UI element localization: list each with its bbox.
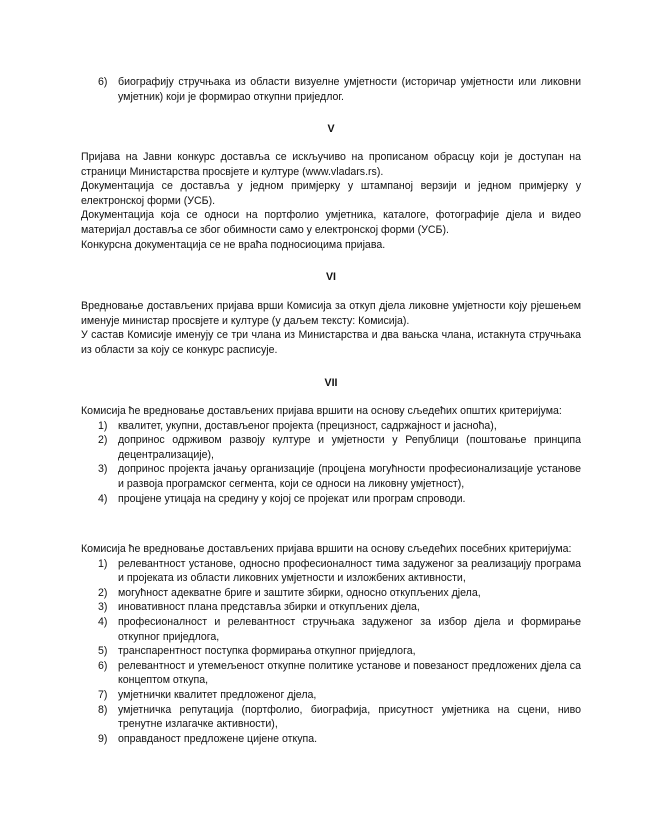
list-item-text: умјетничка репутација (портфолио, биографија, присутност умјетника на сцени, ниво тренутне излагачке активности), xyxy=(118,703,581,731)
list-item xyxy=(81,659,581,688)
list-item xyxy=(81,75,581,104)
list-item xyxy=(81,615,581,644)
list-item xyxy=(81,586,581,601)
list-item-number: 1) xyxy=(98,419,108,432)
list-item xyxy=(81,732,581,747)
list-item-number: 6) xyxy=(98,76,108,88)
general-criteria-block xyxy=(81,404,581,506)
list-item xyxy=(81,419,581,434)
list-item xyxy=(81,644,581,659)
paragraph: Вредновање достављених пријава врши Комисија за откуп дјела ликовне умјетности коју рјешењем именује министар просвјете и културе (у даљем тексту: Комисија). xyxy=(81,300,581,327)
list-item-number: 4) xyxy=(98,492,108,505)
list-item xyxy=(81,703,581,732)
list-item-number: 3) xyxy=(98,601,108,614)
list-item-text: релевантност и утемељеност откупне политике установе и повезаност предложених дјела са концептом откупа, xyxy=(118,659,581,687)
list-item-text: допринос одрживом развоју културе и умјетности у Републици (поштовање принципа децентрализације), xyxy=(118,434,581,461)
list-item-text: оправданост предложене цијене откупа. xyxy=(118,732,318,745)
list-item-text: иновативност плана представља збирки и откупљених дјела, xyxy=(118,601,420,614)
section-heading-vii: VII xyxy=(324,377,338,389)
paragraph: Документација која се односи на портфолио умјетника, каталоге, фотографије дјела и видео материјал доставља се због обимности само у електронској форми (УСБ). xyxy=(81,209,581,236)
list-item-number: 6) xyxy=(98,659,108,672)
paragraph: Пријава на Јавни конкурс доставља се искључиво на прописаном обрасцу који је доступан на страници Министарства просвјете и културе (www.vladars.rs). xyxy=(81,151,581,178)
section-heading-vi: VI xyxy=(325,271,336,283)
list-item-text: умјетнички квалитет предложеног дјела, xyxy=(118,688,317,701)
list-item-text: допринос пројекта јачању организације (процјена могућности професионализације установе и развоја програмског сегмента, који се односи на ликовну умјетност), xyxy=(118,463,581,490)
list-item-text: квалитет, укупни, достављеног пројекта (прецизност, садржајност и јасноћа), xyxy=(118,419,497,432)
list-item-text: биографију стручњака из области визуелне умјетности (историчар умјетности или ликовни умјетник) који је формирао откупни приједлог. xyxy=(118,76,581,103)
top-list xyxy=(81,75,581,104)
list-item-text: могућност адекватне бриге и заштите збирки, односно откупљених дјела, xyxy=(118,586,481,599)
list-item xyxy=(81,600,581,615)
list-item-text: релевантност установе, односно професионалност тима задуженог за реализацију програма и пројеката из области ликовних умјетности и изложбених активности, xyxy=(118,557,581,585)
list-item-number: 4) xyxy=(98,615,108,628)
general-criteria-list xyxy=(81,419,581,507)
list-item-number: 2) xyxy=(98,586,108,599)
paragraph: Документација се доставља у једном примјерку у штампаној верзији и једном примјерку у електронској форми (УСБ). xyxy=(81,180,581,207)
special-criteria-list xyxy=(81,557,581,747)
special-criteria-intro: Комисија ће вредновање достављених пријава вршити на основу сљедећих посебних критеријума: xyxy=(81,543,572,555)
special-criteria-block xyxy=(81,542,581,746)
list-item-number: 2) xyxy=(98,434,108,447)
list-item xyxy=(81,433,581,462)
list-item xyxy=(81,557,581,586)
list-item-number: 9) xyxy=(98,732,108,745)
section-vi-body xyxy=(81,299,581,357)
section-v-body xyxy=(81,150,581,252)
list-item-number: 7) xyxy=(98,688,108,701)
list-item-number: 8) xyxy=(98,703,108,716)
general-criteria-intro: Комисија ће вредновање достављених пријава вршити на основу сљедећих општих критеријума: xyxy=(81,405,562,417)
list-item xyxy=(81,492,581,507)
paragraph: Конкурсна документација се не враћа подносиоцима пријава. xyxy=(81,238,386,251)
list-item xyxy=(81,688,581,703)
list-item-text: процјене утицаја на средину у којој се пројекат или програм спроводи. xyxy=(118,492,466,505)
section-heading-v: V xyxy=(327,123,335,135)
paragraph: У састав Комисије именују се три члана из Министарства и два вањска члана, истакнута стручњака из области за коју се конкурс расписује. xyxy=(81,329,581,356)
list-item-number: 5) xyxy=(98,645,108,658)
list-item-text: професионалност и релевантност стручњака задуженог за избор дјела и формирање откупног приједлога, xyxy=(118,615,581,643)
list-item-number: 1) xyxy=(98,557,108,570)
list-item-number: 3) xyxy=(98,463,108,476)
list-item xyxy=(81,462,581,491)
list-item-text: транспарентност поступка формирања откупног приједлога, xyxy=(118,645,416,658)
